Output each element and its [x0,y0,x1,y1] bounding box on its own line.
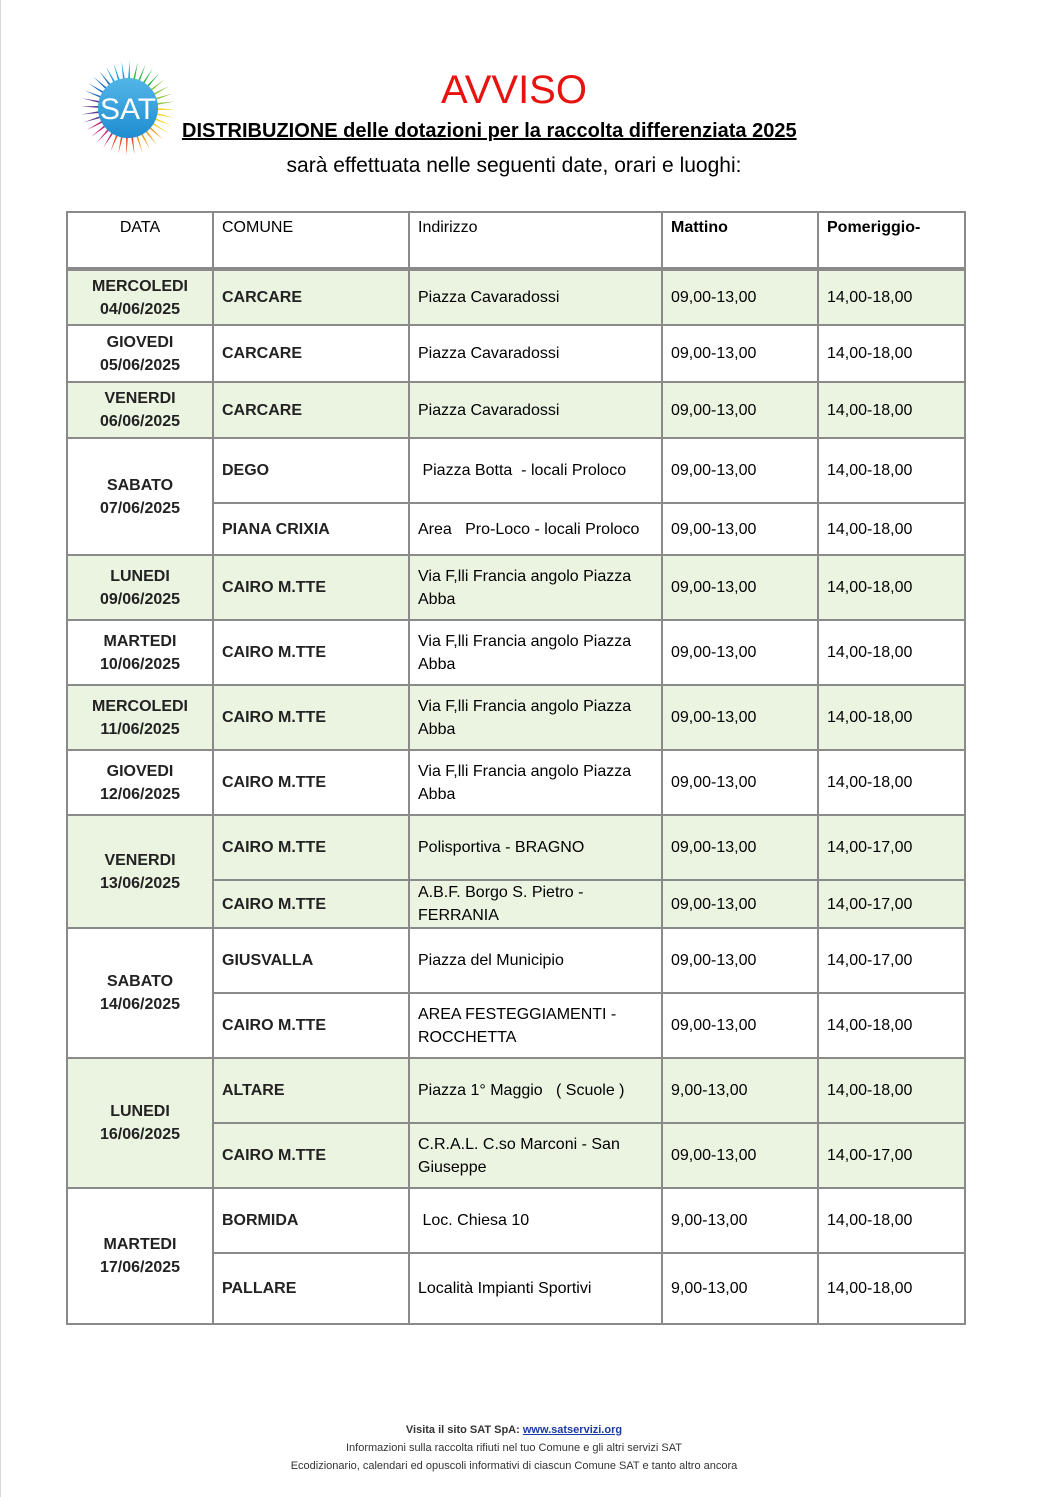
footer-link[interactable]: www.satservizi.org [522,1424,623,1436]
cell-data [67,1058,213,1188]
page-title: AVVISO [441,68,587,112]
subtitle [182,120,797,143]
day-date: 10/06/2025 [99,655,181,673]
logo-ray [126,136,128,155]
cell-pomeriggio: 14,00-18,00 [818,993,965,1058]
subtitle-bold: DISTRIBUZIONE [182,120,338,142]
cell-comune: CAIRO M.TTE [213,620,409,685]
cell-comune: PIANA CRIXIA [213,503,409,555]
cell-indirizzo: Località Impianti Sportivi [409,1253,662,1324]
logo-ray [136,134,143,152]
day-name: MARTEDI [103,632,177,650]
col-header-comune: COMUNE [213,212,409,269]
table-row [67,750,965,815]
day-date: 07/06/2025 [99,499,181,517]
cell-comune: BORMIDA [213,1188,409,1253]
cell-pomeriggio: 14,00-18,00 [818,269,965,325]
footer-info: Informazioni sulla raccolta rifiuti nel tuo Comune e gli altri servizi SAT [345,1442,683,1454]
cell-indirizzo: Via F,lli Francia angolo Piazza Abba [409,620,662,685]
cell-comune: CAIRO M.TTE [213,815,409,880]
cell-comune: CARCARE [213,382,409,438]
cell-data [67,325,213,382]
cell-pomeriggio: 14,00-18,00 [818,1188,965,1253]
cell-mattino: 09,00-13,00 [662,269,818,325]
logo-ray [154,118,172,126]
cell-data [67,928,213,1058]
cell-indirizzo: Area Pro-Loco - locali Proloco [409,503,662,555]
logo-ray [118,135,123,154]
table-header-row [67,212,965,269]
table-row [67,269,965,325]
col-header-pomeriggio: Pomeriggio- [818,212,965,269]
cell-mattino: 09,00-13,00 [662,620,818,685]
page-edge [0,0,1,1497]
table-row [67,685,965,750]
cell-mattino: 09,00-13,00 [662,685,818,750]
cell-comune: CAIRO M.TTE [213,1123,409,1188]
cell-pomeriggio: 14,00-17,00 [818,880,965,928]
day-date: 16/06/2025 [99,1126,181,1143]
cell-data [67,382,213,438]
day-name: GIOVEDI [106,333,174,351]
table-row [67,1188,965,1253]
cell-mattino: 9,00-13,00 [662,1188,818,1253]
cell-mattino: 9,00-13,00 [662,1058,818,1123]
cell-indirizzo: A.B.F. Borgo S. Pietro - FERRANIA [409,880,662,928]
subtitle-rest: delle dotazioni per la raccolta differenziata 2025 [337,120,797,142]
cell-indirizzo: Piazza Cavaradossi [409,325,662,382]
day-name: LUNEDI [110,567,170,585]
cell-indirizzo: Polisportiva - BRAGNO [409,815,662,880]
footer-visit [0,1424,1028,1436]
cell-pomeriggio: 14,00-18,00 [818,503,965,555]
cell-mattino: 09,00-13,00 [662,750,818,815]
cell-mattino: 09,00-13,00 [662,325,818,382]
cell-data [67,815,213,928]
day-date: 06/06/2025 [99,413,181,430]
day-name: SABATO [106,973,174,990]
cell-indirizzo: Piazza Botta - locali Proloco [409,438,662,503]
cell-data [67,555,213,620]
cell-data [67,685,213,750]
cell-pomeriggio: 14,00-18,00 [818,382,965,438]
cell-pomeriggio: 14,00-18,00 [818,750,965,815]
day-date: 13/06/2025 [99,874,181,892]
cell-indirizzo: Via F,lli Francia angolo Piazza Abba [409,685,662,750]
cell-pomeriggio: 14,00-18,00 [818,685,965,750]
cell-pomeriggio: 14,00-17,00 [818,928,965,993]
logo-ray [110,134,118,152]
cell-comune: CARCARE [213,269,409,325]
day-date: 11/06/2025 [100,720,180,738]
day-name: MARTEDI [103,1236,177,1253]
logo-ray [83,116,101,123]
cell-mattino: 09,00-13,00 [662,928,818,993]
day-date: 04/06/2025 [99,300,181,318]
cell-comune: CAIRO M.TTE [213,750,409,815]
cell-pomeriggio: 14,00-17,00 [818,815,965,880]
cell-indirizzo: Piazza Cavaradossi [409,269,662,325]
cell-pomeriggio: 14,00-18,00 [818,1253,965,1324]
day-date: 09/06/2025 [99,590,181,608]
day-date: 14/06/2025 [99,996,181,1013]
day-name: MERCOLEDI [92,277,188,295]
cell-pomeriggio: 14,00-18,00 [818,325,965,382]
cell-data [67,750,213,815]
table-row [67,382,965,438]
cell-indirizzo: C.R.A.L. C.so Marconi - San Giuseppe [409,1123,662,1188]
cell-indirizzo: AREA FESTEGGIAMENTI - ROCCHETTA [409,993,662,1058]
logo-text: SAT [99,93,157,126]
cell-indirizzo: Piazza Cavaradossi [409,382,662,438]
cell-indirizzo: Via F,lli Francia angolo Piazza Abba [409,555,662,620]
cell-comune: CARCARE [213,325,409,382]
footer-visit-label: Visita il sito SAT SpA: [405,1424,523,1436]
cell-mattino: 09,00-13,00 [662,382,818,438]
subtitle-line-2: sarà effettuata nelle seguenti date, orari e luoghi: [286,154,742,177]
schedule-table [66,211,966,1325]
day-name: GIOVEDI [106,762,174,780]
cell-mattino: 09,00-13,00 [662,993,818,1058]
cell-comune: ALTARE [213,1058,409,1123]
cell-comune: CAIRO M.TTE [213,880,409,928]
cell-mattino: 09,00-13,00 [662,555,818,620]
cell-indirizzo: Loc. Chiesa 10 [409,1188,662,1253]
cell-mattino: 09,00-13,00 [662,1123,818,1188]
cell-comune: PALLARE [213,1253,409,1324]
table-row [67,438,965,503]
cell-mattino: 09,00-13,00 [662,880,818,928]
cell-data [67,438,213,555]
logo-ray [131,136,135,155]
cell-comune: CAIRO M.TTE [213,993,409,1058]
cell-mattino: 9,00-13,00 [662,1253,818,1324]
cell-comune: CAIRO M.TTE [213,555,409,620]
cell-data [67,1188,213,1324]
cell-indirizzo: Piazza 1° Maggio ( Scuole ) [409,1058,662,1123]
day-date: 12/06/2025 [99,785,181,803]
col-header-mattino: Mattino [662,212,818,269]
table-row [67,1058,965,1123]
cell-comune: CAIRO M.TTE [213,685,409,750]
table-row [67,815,965,880]
cell-data [67,269,213,325]
cell-pomeriggio: 14,00-18,00 [818,1058,965,1123]
day-name: VENERDI [104,390,176,407]
cell-mattino: 09,00-13,00 [662,815,818,880]
cell-indirizzo: Via F,lli Francia angolo Piazza Abba [409,750,662,815]
cell-indirizzo: Piazza del Municipio [409,928,662,993]
table-row [67,555,965,620]
day-name: SABATO [106,476,174,494]
day-name: VENERDI [104,851,176,869]
table-row [67,325,965,382]
day-name: LUNEDI [110,1103,170,1120]
cell-pomeriggio: 14,00-17,00 [818,1123,965,1188]
cell-pomeriggio: 14,00-18,00 [818,620,965,685]
cell-pomeriggio: 14,00-18,00 [818,555,965,620]
cell-pomeriggio: 14,00-18,00 [818,438,965,503]
table-row [67,928,965,993]
day-date: 05/06/2025 [99,356,181,374]
cell-comune: GIUSVALLA [213,928,409,993]
table-row [67,620,965,685]
day-name: MERCOLEDI [92,697,188,715]
col-header-data: DATA [67,212,213,269]
cell-data [67,620,213,685]
footer-extra: Ecodizionario, calendari ed opuscoli informativi di ciascun Comune SAT e tanto altro ancora [290,1460,738,1472]
cell-comune: DEGO [213,438,409,503]
cell-mattino: 09,00-13,00 [662,438,818,503]
cell-mattino: 09,00-13,00 [662,503,818,555]
day-date: 17/06/2025 [99,1259,181,1276]
col-header-indirizzo: Indirizzo [409,212,662,269]
